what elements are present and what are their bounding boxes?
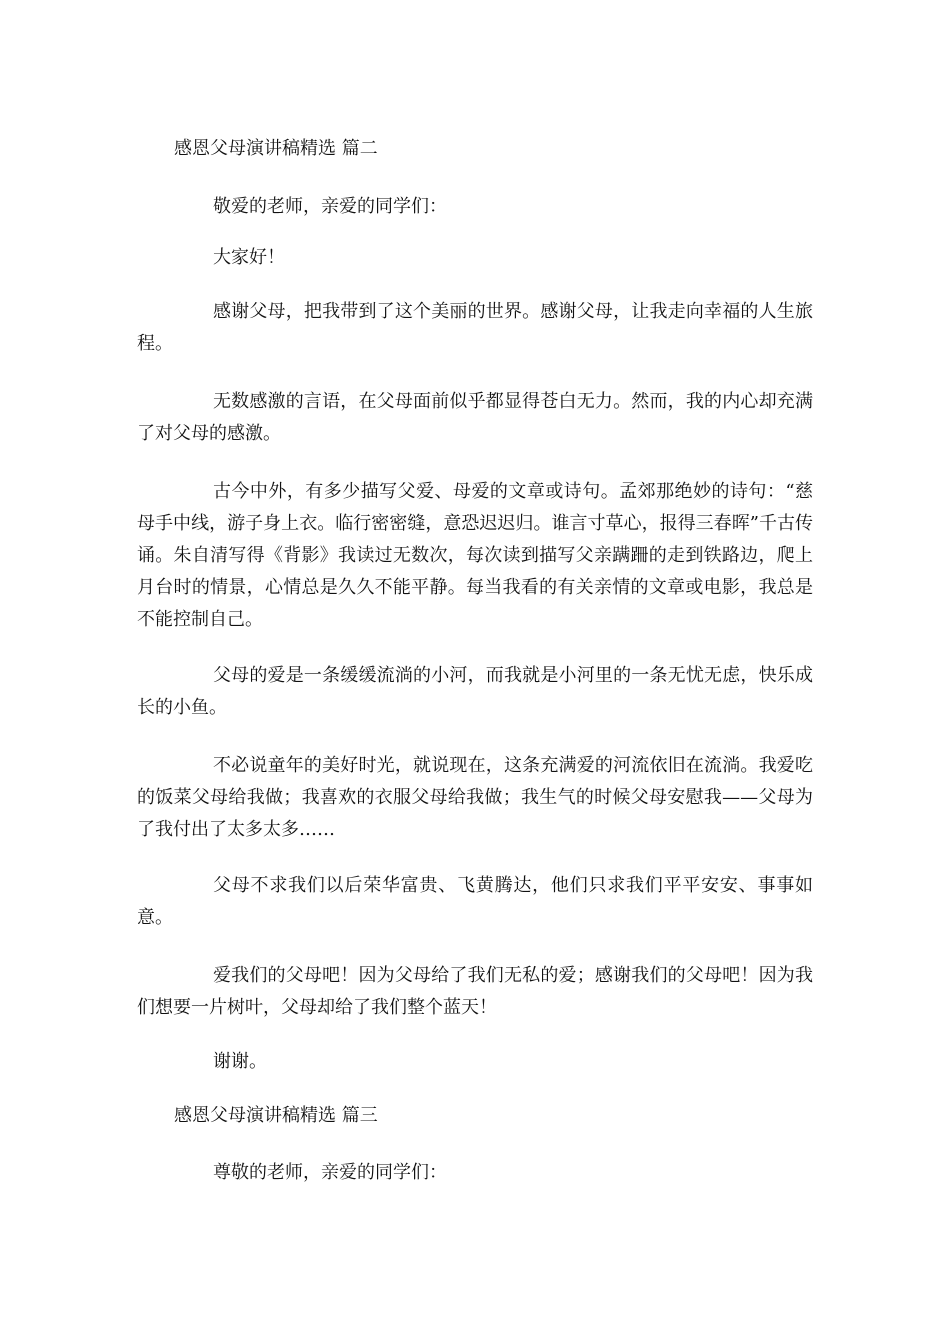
paragraph-1: 感谢父母，把我带到了这个美丽的世界。感谢父母，让我走向幸福的人生旅程。 — [137, 301, 813, 354]
salutation-section-3: 尊敬的老师，亲爱的同学们： — [213, 1162, 447, 1183]
paragraph-6: 父母不求我们以后荣华富贵、飞黄腾达，他们只求我们平平安安、事事如意。 — [137, 875, 813, 928]
section-heading-3: 感恩父母演讲稿精选 篇三 — [174, 1105, 378, 1126]
greeting: 大家好！ — [213, 247, 285, 268]
section-heading-2: 感恩父母演讲稿精选 篇二 — [174, 138, 378, 159]
paragraph-5: 不必说童年的美好时光，就说现在，这条充满爱的河流依旧在流淌。我爱吃的饭菜父母给我做；我喜欢的衣服父母给我做；我生气的时候父母安慰我——父母为了我付出了太多太多…… — [137, 755, 813, 840]
paragraph-3: 古今中外，有多少描写父爱、母爱的文章或诗句。孟郊那绝妙的诗句：“慈母手中线，游子身上衣。临行密密缝，意恐迟迟归。谁言寸草心，报得三春晖”千古传诵。朱自清写得《背影》我读过无数次，每次读到描写父亲蹒跚的走到铁路边，爬上月台时的情景，心情总是久久不能平静。每当我看的有关亲情的文章或电影，我总是不能控制自己。 — [137, 481, 813, 630]
paragraph-2: 无数感激的言语，在父母面前似乎都显得苍白无力。然而，我的内心却充满了对父母的感激。 — [137, 391, 813, 444]
paragraph-7: 爱我们的父母吧！因为父母给了我们无私的爱；感谢我们的父母吧！因为我们想要一片树叶，父母却给了我们整个蓝天！ — [137, 965, 813, 1018]
closing: 谢谢。 — [213, 1051, 267, 1072]
paragraph-4: 父母的爱是一条缓缓流淌的小河，而我就是小河里的一条无忧无虑，快乐成长的小鱼。 — [137, 665, 813, 718]
salutation: 敬爱的老师，亲爱的同学们： — [213, 196, 447, 217]
